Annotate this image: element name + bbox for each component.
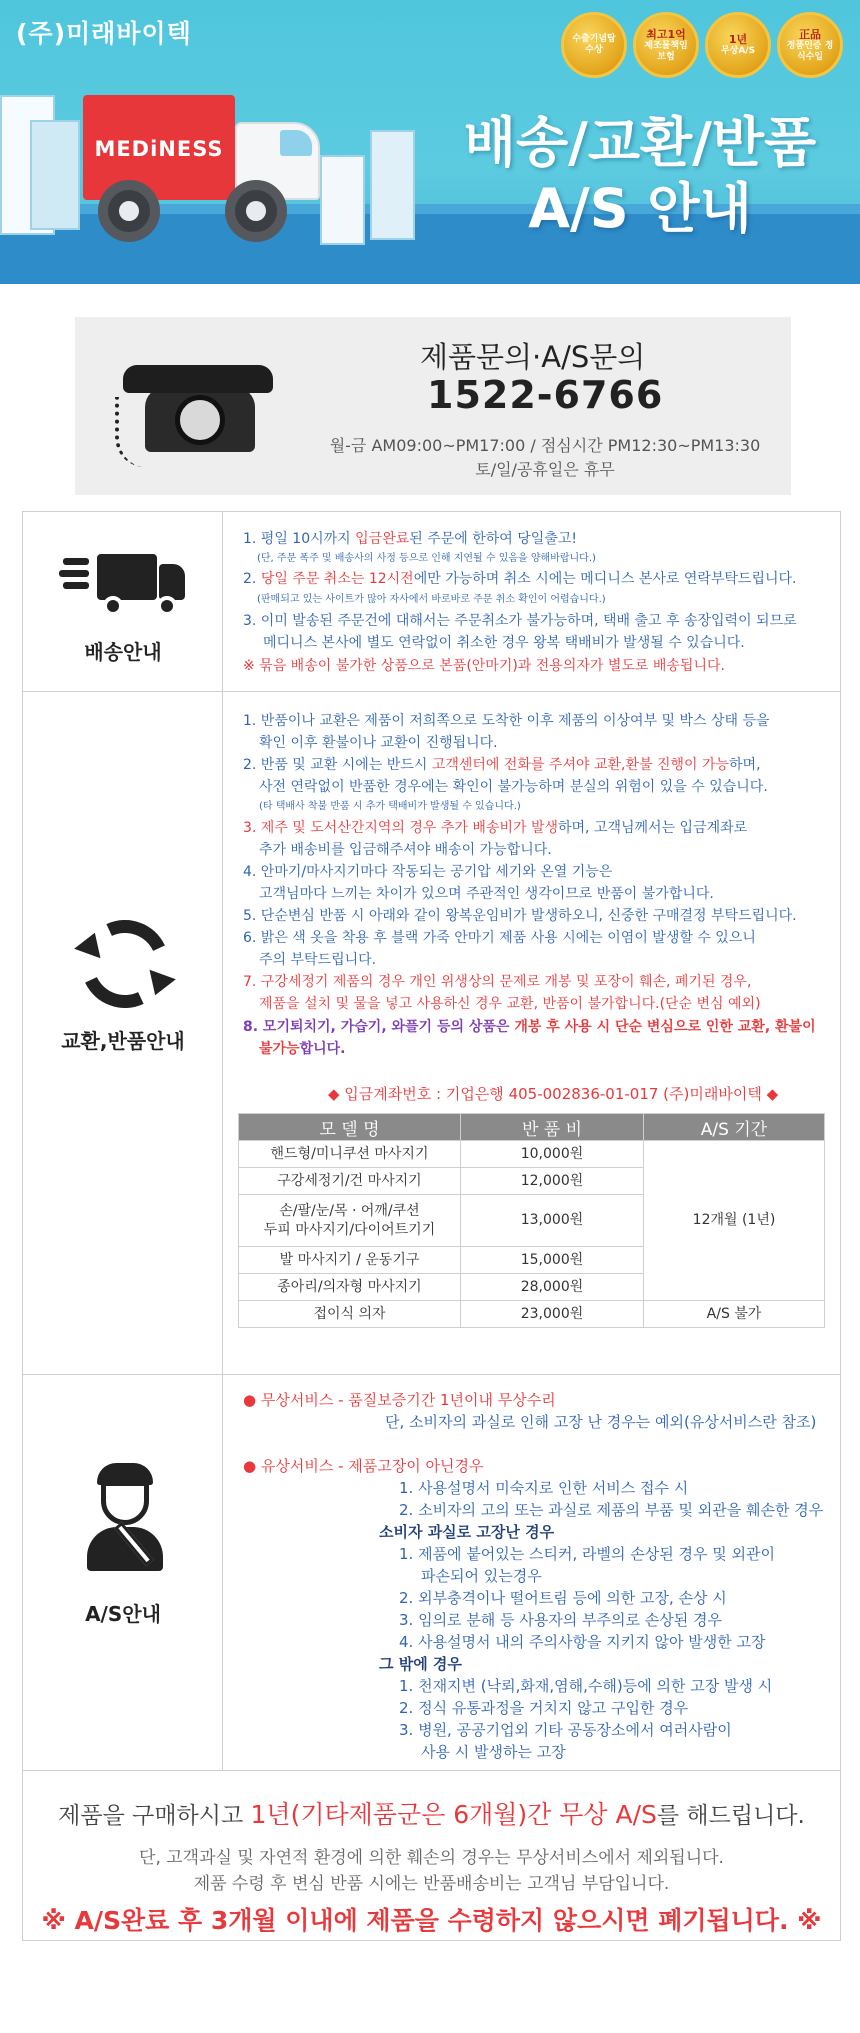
company-name: (주)미래바이텍 — [16, 19, 192, 48]
model-cell: 종아리/의자형 마사지기 — [239, 1274, 461, 1301]
paid-service: ● 유상서비스 - 제품고장이 아닌경우 — [243, 1457, 484, 1475]
model-cell: 손/팔/눈/목 · 어깨/쿠션 두피 마사지기/다이어트기기 — [239, 1195, 461, 1247]
delivery-truck-icon — [63, 548, 185, 618]
warranty-exclusion: 단, 고객과실 및 자연적 환경에 의한 훼손의 경우는 무상서비스에서 제외됩니다. — [139, 1848, 724, 1868]
delivery-label-cell — [23, 512, 223, 691]
building-illustration — [30, 120, 80, 230]
building-illustration — [320, 155, 365, 245]
award-badges — [561, 12, 843, 78]
column-header: 반 품 비 — [461, 1114, 644, 1141]
delivery-item-3: 3. 이미 발송된 주문건에 대해서는 주문취소가 불가능하며, 택배 출고 후 송장입력이 되므로 — [243, 613, 797, 629]
fee-cell: 28,000원 — [461, 1274, 644, 1301]
paid-subheading: 소비자 과실로 고장난 경우 — [379, 1523, 555, 1541]
contact-title: 제품문의·A/S문의 — [420, 340, 646, 374]
repairman-icon — [83, 1463, 167, 1573]
exchange-item-2-note: (타 택배사 착불 반품 시 추가 택배비가 발생될 수 있습니다.) — [259, 801, 521, 812]
as-section — [23, 1375, 840, 1771]
fee-cell: 23,000원 — [461, 1301, 644, 1328]
exchange-label: 교환,반품안내 — [61, 1029, 185, 1053]
paid-item: 3. 임의로 분해 등 사용자의 부주의로 손상된 경우 — [399, 1611, 722, 1629]
table-row — [239, 1141, 825, 1168]
paid-item: 파손되어 있는경우 — [421, 1567, 542, 1585]
building-illustration — [370, 130, 415, 240]
delivery-item-2: 2. 당일 주문 취소는 12시전에만 가능하며 취소 시에는 메디니스 본사로 연락부탁드립니다. — [243, 571, 797, 587]
page-title-line2: A/S 안내 — [528, 177, 752, 240]
truck-cargo-illustration — [83, 95, 235, 200]
column-header: A/S 기간 — [644, 1114, 825, 1141]
paid-item: 3. 병원, 공공기업외 기타 공동장소에서 여러사람이 — [399, 1721, 732, 1739]
warranty-shipping-note: 제품 수령 후 변심 반품 시에는 반품배송비는 고객님 부담입니다. — [193, 1874, 670, 1894]
exchange-item-7b: 제품을 설치 및 물을 넣고 사용하신 경우 교환, 반품이 불가합니다.(단순 변심 예외) — [259, 996, 761, 1012]
paid-item: 사용 시 발생하는 고장 — [421, 1743, 566, 1761]
contact-phone-number[interactable]: 1522-6766 — [427, 373, 664, 417]
exchange-item-3b: 추가 배송비를 입금해주셔야 배송이 가능합니다. — [259, 842, 552, 858]
column-header: 모 델 명 — [239, 1114, 461, 1141]
table-header-row — [239, 1114, 825, 1141]
fee-cell: 10,000원 — [461, 1141, 644, 1168]
page-title-line1: 배송/교환/반품 — [463, 111, 817, 174]
fee-cell: 12,000원 — [461, 1168, 644, 1195]
exchange-refresh-icon — [69, 908, 182, 1021]
paid-item: 4. 사용설명서 내의 주의사항을 지키지 않아 발생한 고장 — [399, 1633, 766, 1651]
paid-item: 1. 사용설명서 미숙지로 인한 서비스 접수 시 — [399, 1479, 689, 1497]
exchange-item-7: 7. 구강세정기 제품의 경우 개인 위생상의 문제로 개봉 및 포장이 훼손, 폐기된 경우, — [243, 974, 752, 990]
award-badge: 正品 정품인증 정식수입 — [777, 12, 843, 78]
exchange-item-6b: 주의 부탁드립니다. — [259, 952, 377, 968]
delivery-item-3b: 메디니스 본사에 별도 연락없이 취소한 경우 왕복 택배비가 발생될 수 있습니다. — [263, 635, 745, 651]
exchange-item-3: 3. 제주 및 도서산간지역의 경우 추가 배송비가 발생하며, 고객님께서는 입금계좌로 — [243, 820, 748, 836]
delivery-notice: ※ 묶음 배송이 불가한 상품으로 본품(안마기)과 전용의자가 별도로 배송됩니다. — [243, 658, 725, 674]
exchange-item-4: 4. 안마기/마사지기마다 작동되는 공기압 세기와 온열 기능은 — [243, 864, 613, 880]
model-cell: 핸드형/미니쿠션 마사지기 — [239, 1141, 461, 1168]
exchange-item-4b: 고객님마다 느끼는 차이가 있으며 주관적인 생각이므로 반품이 불가합니다. — [259, 886, 714, 902]
warranty-headline: 제품을 구매하시고 1년(기타제품군은 6개월)간 무상 A/S를 해드립니다. — [58, 1800, 805, 1829]
contact-hours: 월-금 AM09:00~PM17:00 / 점심시간 PM12:30~PM13:30 — [329, 436, 761, 455]
award-badge: 수출기념탑 수상 — [561, 12, 627, 78]
award-badge: 1년 무상A/S — [705, 12, 771, 78]
table-row — [239, 1301, 825, 1328]
telephone-icon — [115, 357, 275, 467]
model-cell: 발 마사지기 / 운동기구 — [239, 1247, 461, 1274]
exchange-item-6: 6. 밝은 색 옷을 착용 후 블랙 가죽 안마기 제품 사용 시에는 이염이 발생할 수 있으니 — [243, 930, 756, 946]
paid-item: 1. 제품에 붙어있는 스티커, 라벨의 손상된 경우 및 외관이 — [399, 1545, 776, 1563]
delivery-item-1-note: (단, 주문 폭주 및 배송사의 사정 등으로 인해 지연될 수 있음을 양해바랍니다.) — [257, 553, 596, 564]
as-period-cell: 12개월 (1년) — [644, 1141, 825, 1301]
free-service: ● 무상서비스 - 품질보증기간 1년이내 무상수리 — [243, 1391, 556, 1409]
paid-item: 2. 외부충격이나 떨어트림 등에 의한 고장, 손상 시 — [399, 1589, 727, 1607]
bank-account-info: ◆ 입금계좌번호 : 기업은행 405-002836-01-017 (주)미래바이텍 ◆ — [328, 1085, 779, 1103]
as-period-cell: A/S 불가 — [644, 1301, 825, 1328]
contact-holiday: 토/일/공휴일은 휴무 — [475, 460, 615, 479]
paid-item: 2. 소비자의 고의 또는 과실로 제품의 부품 및 외관을 훼손한 경우 — [399, 1501, 824, 1519]
truck-wheel-icon — [98, 180, 160, 242]
truck-brand-text: MEDiNESS — [94, 137, 224, 161]
exchange-item-2b: 사전 연락없이 반품한 경우에는 확인이 불가능하며 분실의 위험이 있을 수 있습니다. — [259, 779, 768, 795]
exchange-item-5: 5. 단순변심 반품 시 아래와 같이 왕복운임비가 발생하오니, 신중한 구매결정 부탁드립니다. — [243, 908, 797, 924]
info-table — [22, 511, 841, 1941]
disposal-warning: ※ A/S완료 후 3개월 이내에 제품을 수령하지 않으시면 폐기됩니다. ※ — [41, 1906, 822, 1935]
exchange-section — [23, 692, 840, 1375]
fee-cell: 15,000원 — [461, 1247, 644, 1274]
model-cell: 구강세정기/건 마사지기 — [239, 1168, 461, 1195]
return-fee-table — [238, 1113, 825, 1328]
paid-item: 1. 천재지변 (낙뢰,화재,염해,수해)등에 의한 고장 발생 시 — [399, 1677, 773, 1695]
model-cell: 접이식 의자 — [239, 1301, 461, 1328]
delivery-section — [23, 512, 840, 692]
warranty-notice — [23, 1771, 840, 1941]
contact-box — [75, 317, 791, 495]
fee-cell: 13,000원 — [461, 1195, 644, 1247]
paid-subheading: 그 밖에 경우 — [379, 1655, 462, 1673]
as-label: A/S안내 — [85, 1602, 161, 1626]
delivery-item-2-note: (판매되고 있는 사이트가 많아 자사에서 바로바로 주문 취소 확인이 어렵습니다.) — [257, 594, 606, 605]
free-service-note: 단, 소비자의 과실로 인해 고장 난 경우는 예외(유상서비스란 참조) — [385, 1413, 817, 1431]
exchange-label-cell — [23, 692, 223, 1374]
exchange-item-1: 1. 반품이나 교환은 제품이 저희쪽으로 도착한 이후 제품의 이상여부 및 박스 상태 등을 — [243, 713, 770, 729]
delivery-item-1: 1. 평일 10시까지 입금완료된 주문에 한하여 당일출고! — [243, 531, 577, 547]
delivery-label: 배송안내 — [84, 640, 162, 664]
as-label-cell — [23, 1375, 223, 1770]
exchange-item-1b: 확인 이후 환불이나 교환이 진행됩니다. — [259, 735, 498, 751]
header-banner — [0, 0, 860, 284]
paid-item: 2. 정식 유통과정을 거치지 않고 구입한 경우 — [399, 1699, 689, 1717]
exchange-item-8b: 불가능합니다. — [259, 1041, 346, 1057]
exchange-item-8: 8. 모기퇴치기, 가습기, 와플기 등의 상품은 개봉 후 사용 시 단순 변심으로 인한 교환, 환불이 — [243, 1019, 816, 1035]
award-badge: 최고1억 제조물책임 보험 — [633, 12, 699, 78]
exchange-item-2: 2. 반품 및 교환 시에는 반드시 고객센터에 전화를 주셔야 교환,환불 진행이 가능하며, — [243, 757, 761, 773]
truck-wheel-icon — [225, 180, 287, 242]
